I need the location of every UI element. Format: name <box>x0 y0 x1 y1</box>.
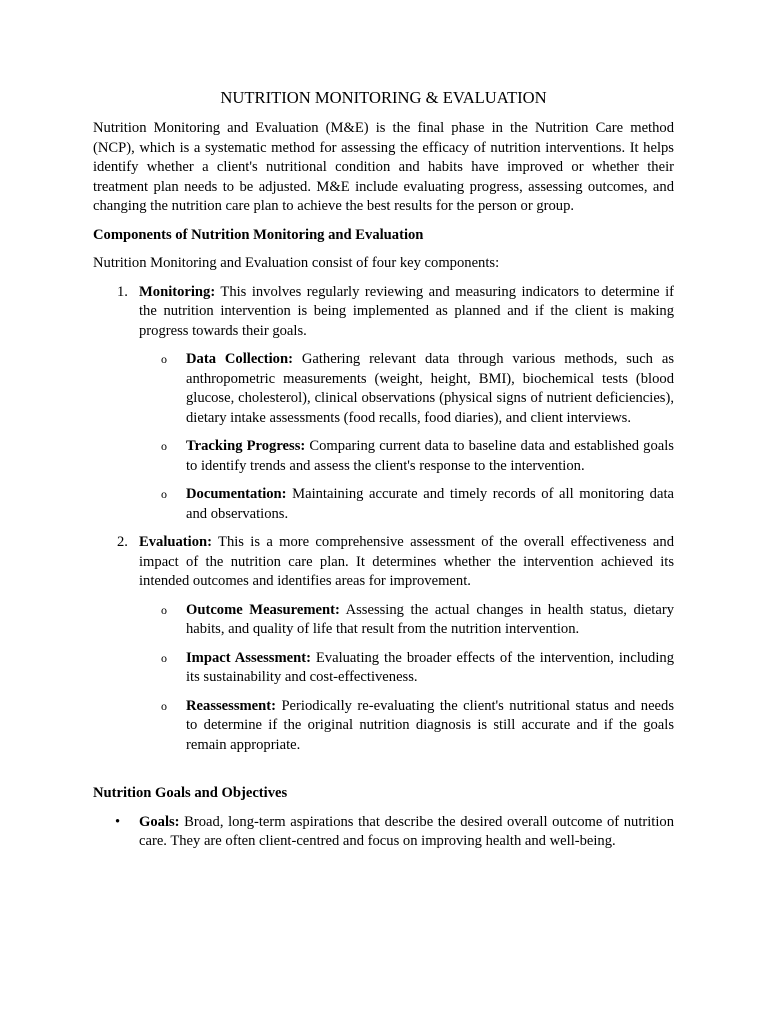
intro-paragraph: Nutrition Monitoring and Evaluation (M&E) is the final phase in the Nutrition Care method (NCP), which is a systematic method for assessing the efficacy of nutrition interventions. It helps identify whether a client's nutritional condition and habits have improved or whether their treatment plan needs to be adjusted. M&E include evaluating progress, assessing outcomes, and changing the nutrition care plan to achieve the best results for the person or group. <box>93 120 674 214</box>
bullet-icon: o <box>161 439 167 453</box>
components-lead: Nutrition Monitoring and Evaluation consist of four key components: <box>93 255 500 271</box>
sub-item-outcome-measurement <box>93 601 674 640</box>
bullet-icon: o <box>161 650 167 665</box>
components-heading: Components of Nutrition Monitoring and Evaluation <box>93 226 424 243</box>
component-item-monitoring <box>93 283 674 342</box>
component-item-evaluation <box>93 533 674 592</box>
component-term: Evaluation: <box>139 534 212 550</box>
sub-item-term: Data Collection: <box>186 351 293 367</box>
component-term: Monitoring: <box>139 283 216 300</box>
sub-item-term: Reassessment: <box>186 697 276 714</box>
goals-heading: Nutrition Goals and Objectives <box>93 785 288 801</box>
bullet-icon: o <box>161 698 167 713</box>
sub-item-text: Comparing current data to baseline data and established goals to identify trends and assess the client's response to the intervention. <box>186 438 674 474</box>
sub-item-text: Gathering relevant data through various methods, such as anthropometric measurements (weight, height, BMI), biochemical tests (blood glucose, cholesterol), clinical observations (physical signs of nutrient deficiencies), dietary intake assessments (food recalls, food diaries), and client interviews. <box>186 351 675 426</box>
sub-item-term: Documentation: <box>186 486 287 502</box>
document-content <box>93 87 674 861</box>
component-text: This involves regularly reviewing and measuring indicators to determine if the nutrition intervention is being implemented as planned and if the client is making progress towards their goals. <box>139 283 674 339</box>
sub-item-text: Assessing the actual changes in health status, dietary habits, and quality of life that result from the nutrition intervention. <box>186 601 674 637</box>
sub-item-term: Outcome Measurement: <box>186 601 340 618</box>
component-text: This is a more comprehensive assessment of the overall effectiveness and impact of the nutrition care plan. It determines whether the intervention achieved its intended outcomes and identifies areas for improvement. <box>139 534 674 589</box>
sub-item-term: Tracking Progress: <box>186 438 306 454</box>
goals-item <box>93 813 674 852</box>
sub-item-reassessment <box>93 697 674 756</box>
sub-item-term: Impact Assessment: <box>186 649 311 666</box>
sub-item-text: Maintaining accurate and timely records of all monitoring data and observations. <box>186 486 674 522</box>
list-number: 2. <box>117 534 128 550</box>
bullet-icon: • <box>115 813 121 830</box>
sub-item-data-collection <box>93 350 674 428</box>
sub-item-text: Evaluating the broader effects of the intervention, including its sustainability and cost-effectiveness. <box>186 649 674 685</box>
sub-item-text: Periodically re-evaluating the client's nutritional status and needs to determine if the original nutrition diagnosis is still accurate and if the goals remain appropriate. <box>186 697 674 753</box>
sub-item-impact-assessment <box>93 649 674 688</box>
bullet-icon: o <box>161 487 167 501</box>
page-title: NUTRITION MONITORING & EVALUATION <box>220 88 547 107</box>
section-spacer <box>93 764 674 784</box>
sub-item-documentation <box>93 485 674 524</box>
bullet-icon: o <box>161 352 167 366</box>
sub-item-tracking-progress <box>93 437 674 476</box>
list-number: 1. <box>117 283 128 300</box>
bullet-icon: o <box>161 602 167 617</box>
goals-term: Goals: <box>139 813 180 830</box>
goals-text: Broad, long-term aspirations that describe the desired overall outcome of nutrition care. They are often client-centred and focus on improving health and well-being. <box>139 813 674 849</box>
